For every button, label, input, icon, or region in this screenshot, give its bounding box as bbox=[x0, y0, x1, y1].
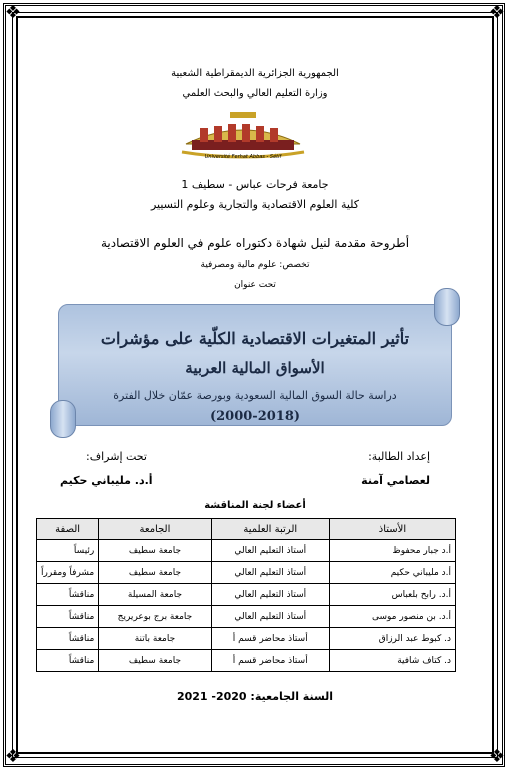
column-header: الصفة bbox=[37, 519, 99, 540]
logo-caption: Université Ferhat Abbas - Sétif bbox=[204, 154, 282, 160]
student-name: لعصامي آمنة bbox=[361, 474, 430, 487]
column-header: الجامعة bbox=[99, 519, 211, 540]
table-row bbox=[37, 628, 456, 650]
ornament-corner-icon: ❖ bbox=[488, 2, 506, 23]
member-name: د. كتاف شافية bbox=[329, 650, 455, 672]
thesis-title-line2: الأسواق المالية العربية bbox=[185, 359, 325, 377]
member-role: مشرفاً ومقرراً bbox=[37, 562, 99, 584]
member-rank: أستاذ التعليم العالي bbox=[211, 562, 329, 584]
table-row bbox=[37, 540, 456, 562]
member-name: د. كبوط عبد الرزاق bbox=[329, 628, 455, 650]
committee-heading: أعضاء لجنة المناقشة bbox=[204, 500, 306, 511]
ministry-name: وزارة التعليم العالي والبحث العلمي bbox=[182, 88, 328, 99]
university-name: جامعة فرحات عباس - سطيف 1 bbox=[181, 178, 329, 191]
member-name: أ.د جبار محفوظ bbox=[329, 540, 455, 562]
thesis-period: (2000-2018) bbox=[209, 409, 301, 424]
faculty-name: كلية العلوم الاقتصادية والتجارية وعلوم التسيير bbox=[150, 198, 360, 211]
member-name: أ.د مليباني حكيم bbox=[329, 562, 455, 584]
table-row bbox=[37, 650, 456, 672]
member-university: جامعة برج بوعريريج bbox=[99, 606, 211, 628]
column-header: الأستاذ bbox=[329, 519, 455, 540]
ornament-corner-icon: ❖ bbox=[4, 2, 22, 23]
member-role: مناقشاً bbox=[37, 606, 99, 628]
member-role: مناقشاً bbox=[37, 628, 99, 650]
supervisor-name: أ.د. مليباني حكيم bbox=[60, 474, 153, 487]
member-university: جامعة سطيف bbox=[99, 562, 211, 584]
thesis-title-line1: تأثير المتغيرات الاقتصادية الكلّية على مؤشرات bbox=[100, 329, 410, 348]
member-rank: أستاذ محاضر قسم أ bbox=[211, 628, 329, 650]
student-label: إعداد الطالبة: bbox=[368, 450, 430, 463]
title-scroll-body bbox=[58, 304, 452, 426]
table-row bbox=[37, 584, 456, 606]
table-row bbox=[37, 606, 456, 628]
member-role: رئيساً bbox=[37, 540, 99, 562]
member-university: جامعة سطيف bbox=[99, 540, 211, 562]
republic-name: الجمهورية الجزائرية الديمقراطية الشعبية bbox=[171, 68, 339, 79]
under-title-label: تحت عنوان bbox=[234, 280, 276, 290]
ornament-corner-icon: ❖ bbox=[488, 746, 506, 767]
member-name: أ.د. رابح بلعباس bbox=[329, 584, 455, 606]
member-role: مناقشاً bbox=[37, 650, 99, 672]
supervisor-label: تحت إشراف: bbox=[86, 450, 147, 463]
scroll-roll-icon bbox=[434, 288, 460, 326]
scroll-roll-icon bbox=[50, 400, 76, 438]
thesis-subtitle: دراسة حالة السوق المالية السعودية وبورصة عمّان خلال الفترة bbox=[113, 389, 397, 402]
academic-year: السنة الجامعية: 2020- 2021 bbox=[176, 690, 334, 703]
member-rank: أستاذ التعليم العالي bbox=[211, 540, 329, 562]
member-university: جامعة باتنة bbox=[99, 628, 211, 650]
member-role: مناقشاً bbox=[37, 584, 99, 606]
member-rank: أستاذ محاضر قسم أ bbox=[211, 650, 329, 672]
university-logo-icon bbox=[178, 110, 308, 166]
committee-table bbox=[36, 518, 456, 672]
member-rank: أستاذ التعليم العالي bbox=[211, 606, 329, 628]
table-header-row bbox=[37, 519, 456, 540]
ornament-corner-icon: ❖ bbox=[4, 746, 22, 767]
member-name: أ.د. بن منصور موسى bbox=[329, 606, 455, 628]
member-rank: أستاذ التعليم العالي bbox=[211, 584, 329, 606]
title-scroll bbox=[50, 288, 460, 438]
specialty: تخصص: علوم مالية ومصرفية bbox=[200, 260, 310, 270]
member-university: جامعة المسيلة bbox=[99, 584, 211, 606]
degree-statement: أطروحة مقدمة لنيل شهادة دكتوراه علوم في العلوم الاقتصادية bbox=[100, 236, 410, 250]
column-header: الرتبة العلمية bbox=[211, 519, 329, 540]
table-row bbox=[37, 562, 456, 584]
member-university: جامعة سطيف bbox=[99, 650, 211, 672]
